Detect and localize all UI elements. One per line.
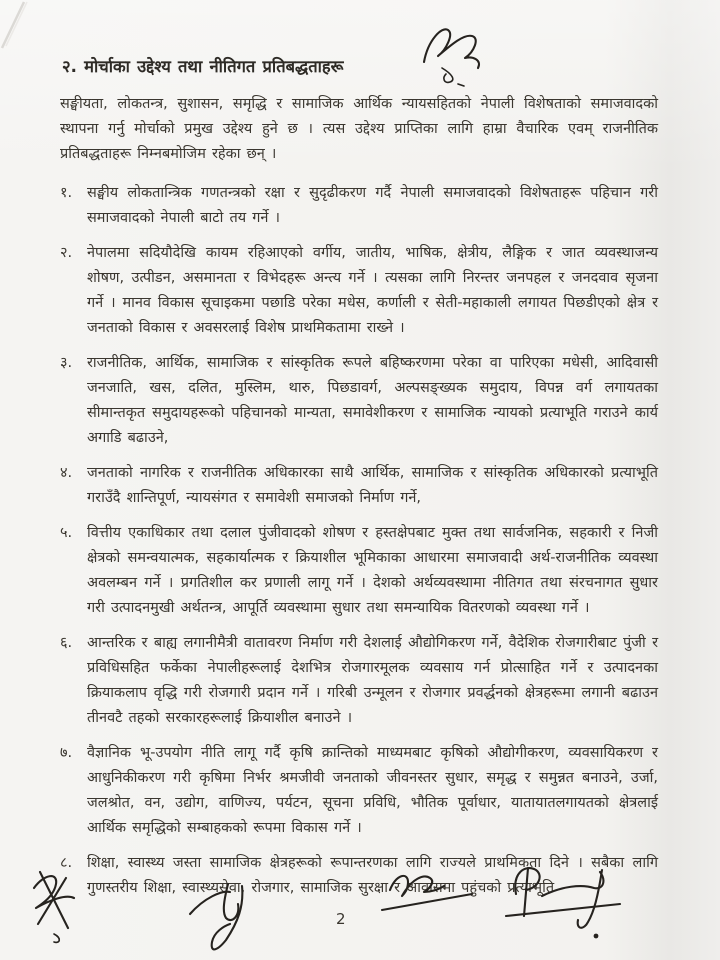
item-number: ४. [60, 465, 73, 481]
item-text: राजनीतिक, आर्थिक, सामाजिक र सांस्कृतिक रूपले बहिष्करणमा परेका वा पारिएका मधेसी, आदिवासी जनजाति, खस, दलित, मुस्लिम, थारु, पिछडावर्ग, अल्पसङ्ख्यक समुदाय, विपन्न वर्ग लगायतका सीमान्तकृत समुदायहरूको पहिचानको मान्यता, समावेशीकरण र सामाजिक न्यायको प्रत्याभूति गराउने कार्य अगाडि बढाउने, [87, 355, 658, 446]
item-text: वित्तीय एकाधिकार तथा दलाल पुंजीवादको शोषण र हस्तक्षेपबाट मुक्त तथा सार्वजनिक, सहकारी र निजी क्षेत्रको समन्वयात्मक, सहकार्यात्मक र क्रियाशील भूमिकाका आधारमा समाजवादी अर्थ-राजनीतिक व्यवस्था अवलम्बन गर्ने । प्रगतिशील कर प्रणाली लागू गर्ने । देशको अर्थव्यवस्थामा नीतिगत तथा संरचनागत सुधार गरी उत्पादनमुखी अर्थतन्त्र, आपूर्ति व्यवस्थामा सुधार तथा समन्यायिक वितरणको व्यवस्था गर्ने । [87, 525, 658, 616]
item-text: आन्तरिक र बाह्य लगानीमैत्री वातावरण निर्माण गरी देशलाई औद्योगिकरण गर्ने, वैदेशिक रोजगारीबाट पुंजी र प्रविधिसहित फर्केका नेपालीहरूलाई देशभित्र रोजगारमूलक व्यवसाय गर्न प्रोत्साहित गर्ने र उत्पादनका क्रियाकलाप वृद्धि गरी रोजगारी प्रदान गर्ने । गरिबी उन्मूलन र रोजगार प्रवर्द्धनको क्षेत्रहरूमा लगानी बढाउन तीनवटै तहको सरकारहरूलाई क्रियाशील बनाउने । [87, 635, 658, 726]
commitment-list [60, 181, 658, 901]
document-body [60, 54, 658, 911]
item-number: ८. [60, 855, 73, 871]
item-number: २. [60, 245, 73, 261]
item-text: वैज्ञानिक भू-उपयोग नीति लागू गर्दै कृषि क्रान्तिको माध्यमबाट कृषिको औद्योगीकरण, व्यवसायिकरण र आधुनिकीकरण गरी कृषिमा निर्भर श्रमजीवी जनताको जीवनस्तर सुधार, समृद्ध र समुन्नत बनाउने, उर्जा, जलश्रोत, वन, उद्योग, वाणिज्य, पर्यटन, सूचना प्रविधि, भौतिक पूर्वाधार, यातायातलगायतको क्षेत्रलाई आर्थिक समृद्धिको सम्बाहकको रूपमा विकास गर्ने । [87, 745, 658, 836]
item-text: सङ्घीय लोकतान्त्रिक गणतन्त्रको रक्षा र सुदृढीकरण गर्दै नेपाली समाजवादको विशेषताहरू पहिचान गरी समाजवादको नेपाली बाटो तय गर्ने । [87, 185, 658, 226]
intro-paragraph: सङ्घीयता, लोकतन्त्र, सुशासन, समृद्धि र सामाजिक आर्थिक न्यायसहितको नेपाली विशेषताको समाजवादको स्थापना गर्नु मोर्चाको प्रमुख उद्देश्य हुने छ । त्यस उद्देश्य प्राप्तिका लागि हाम्रा वैचारिक एवम् राजनीतिक प्रतिबद्धताहरू निम्नबमोजिम रहेका छन् । [60, 96, 658, 162]
section-heading: २. मोर्चाका उद्देश्य तथा नीतिगत प्रतिबद्धताहरू [62, 57, 344, 76]
page-crease-line [0, 0, 60, 70]
item-number: ६. [60, 635, 73, 651]
page-number: 2 [336, 910, 346, 928]
list-item [60, 241, 658, 341]
list-item [60, 631, 658, 731]
list-item [60, 741, 658, 841]
signature-mark-bottom-4 [498, 860, 632, 954]
signature-mark-bottom-1 [24, 866, 106, 954]
signature-mark-bottom-2 [178, 878, 266, 960]
list-item [60, 181, 658, 231]
item-number: ५. [60, 525, 73, 541]
signature-mark-bottom-3 [378, 864, 482, 926]
list-item [60, 521, 658, 621]
list-item [60, 461, 658, 511]
item-number: १. [60, 185, 73, 201]
item-number: ७. [60, 745, 73, 761]
item-text: नेपालमा सदियौदेखि कायम रहिआएको वर्गीय, जातीय, भाषिक, क्षेत्रीय, लैङ्गिक र जात व्यवस्थाजन्य शोषण, उत्पीडन, असमानता र विभेदहरू अन्त्य गर्ने । त्यसका लागि निरन्तर जनपहल र जनदवाव सृजना गर्ने । मानव विकास सूचाइकमा पछाडि परेका मधेस, कर्णाली र सेती-महाकाली लगायत पिछडीएको क्षेत्र र जनताको विकास र अवसरलाई विशेष प्राथमिकतामा राख्ने । [87, 245, 658, 336]
item-number: ३. [60, 355, 73, 371]
item-text: जनताको नागरिक र राजनीतिक अधिकारका साथै आर्थिक, सामाजिक र सांस्कृतिक अधिकारको प्रत्याभूति गराउँदै शान्तिपूर्ण, न्यायसंगत र समावेशी समाजको निर्माण गर्ने, [87, 465, 658, 506]
item-text: शिक्षा, स्वास्थ्य जस्ता सामाजिक क्षेत्रहरूको रूपान्तरणका लागि राज्यले प्राथमिकता दिने । सबैका लागि गुणस्तरीय शिक्षा, स्वास्थ्यसेवा, रोजगार, सामाजिक सुरक्षा र आवासमा पहुंचको प्रत्याभूति [87, 855, 658, 896]
list-item [60, 351, 658, 451]
